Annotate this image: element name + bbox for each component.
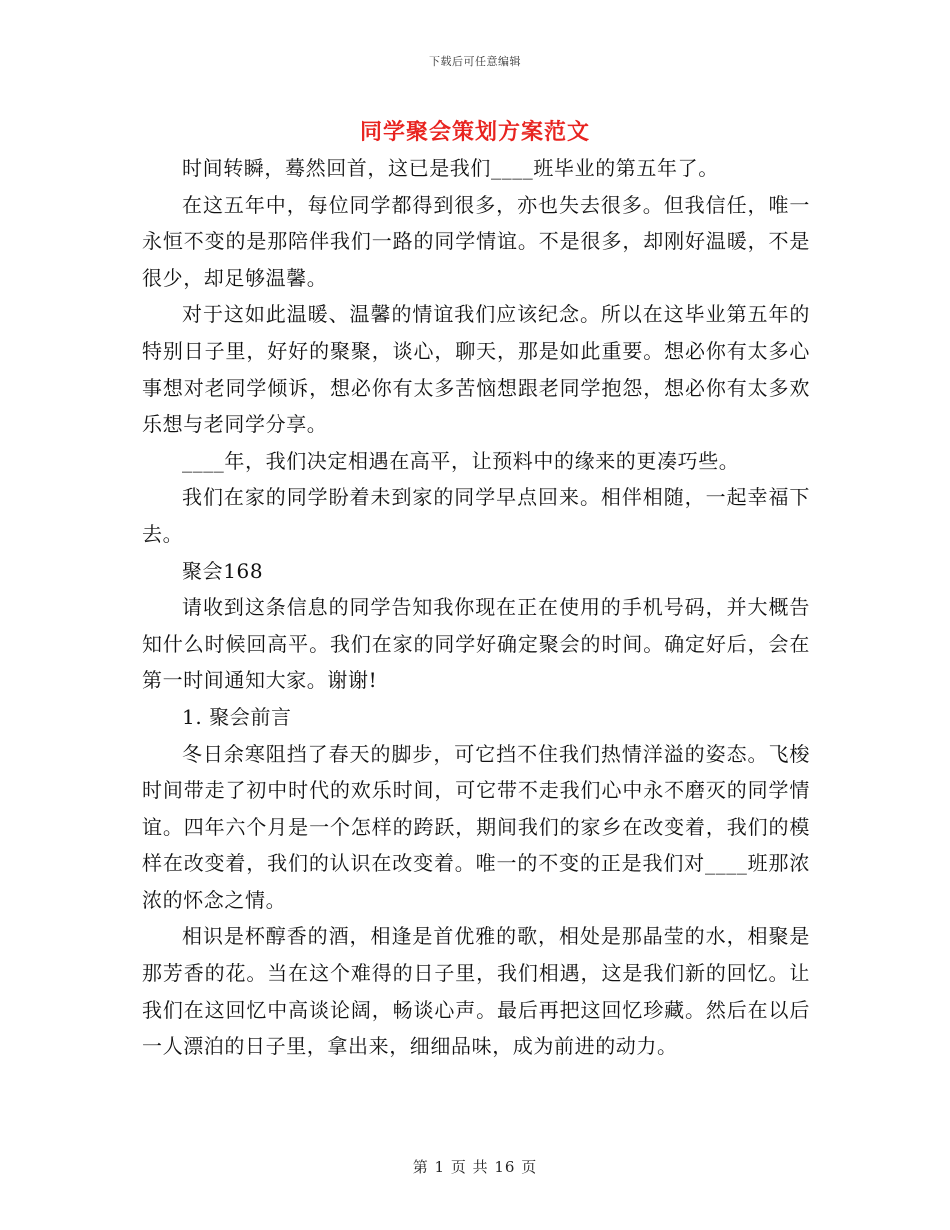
paragraph: 在这五年中，每位同学都得到很多，亦也失去很多。但我信任，唯一永恒不变的是那陪伴我们一路的同学情谊。不是很多，却刚好温暖，不是很少，却足够温馨。 bbox=[142, 192, 810, 290]
paragraph: 时间转瞬，蓦然回首，这已是我们____班毕业的第五年了。 bbox=[182, 156, 719, 180]
document-body bbox=[142, 150, 810, 1065]
paragraph: 对于这如此温暖、温馨的情谊我们应该纪念。所以在这毕业第五年的特别日子里，好好的聚聚，谈心，聊天，那是如此重要。想必你有太多心事想对老同学倾诉，想必你有太多苦恼想跟老同学抱怨，想必你有太多欢乐想与老同学分享。 bbox=[142, 302, 810, 437]
section-heading: 1. 聚会前言 bbox=[182, 704, 292, 729]
paragraph: 请收到这条信息的同学告知我你现在正在使用的手机号码，并大概告知什么时候回高平。我们在家的同学好确定聚会的时间。确定好后，会在第一时间通知大家。谢谢! bbox=[142, 595, 810, 693]
document-title: 同学聚会策划方案范文 bbox=[359, 119, 590, 145]
header-note: 下载后可任意编辑 bbox=[429, 55, 521, 68]
paragraph: 聚会168 bbox=[182, 558, 264, 583]
paragraph: 我们在家的同学盼着未到家的同学早点回来。相伴相随，一起幸福下去。 bbox=[142, 485, 810, 546]
paragraph: 冬日余寒阻挡了春天的脚步，可它挡不住我们热情洋溢的姿态。飞梭时间带走了初中时代的欢乐时间，可它带不走我们心中永不磨灭的同学情谊。四年六个月是一个怎样的跨跃，期间我们的家乡在改变着，我们的模样在改变着，我们的认识在改变着。唯一的不变的正是我们对____班那浓浓的怀念之情。 bbox=[142, 741, 810, 912]
paragraph: 相识是杯醇香的酒，相逢是首优雅的歌，相处是那晶莹的水，相聚是那芳香的花。当在这个难得的日子里，我们相遇，这是我们新的回忆。让我们在这回忆中高谈论阔，畅谈心声。最后再把这回忆珍藏。然后在以后一人漂泊的日子里，拿出来，细细品味，成为前进的动力。 bbox=[142, 924, 810, 1059]
paragraph: ____年，我们决定相遇在高平，让预料中的缘来的更凑巧些。 bbox=[182, 448, 740, 473]
page-number: 第 1 页 共 16 页 bbox=[412, 1158, 538, 1176]
